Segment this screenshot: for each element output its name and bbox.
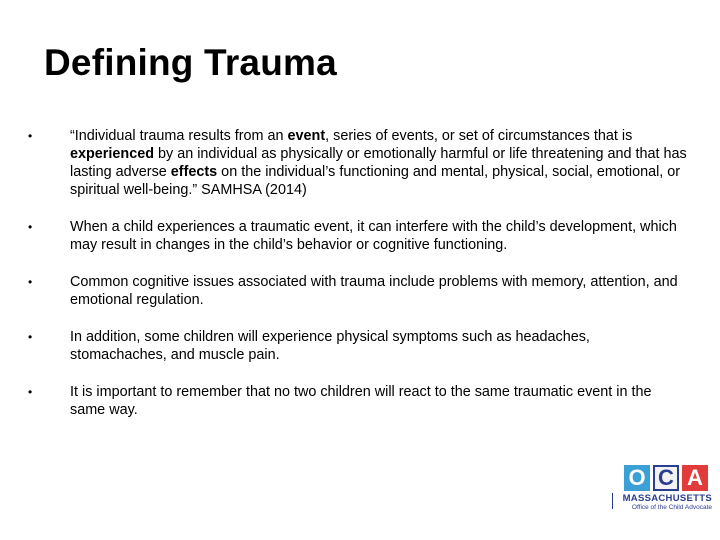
bullet-text: When a child experiences a traumatic event, it can interfere with the child’s development, which may result in changes in the child’s behavior or cognitive functioning. <box>70 219 677 253</box>
logo-letters <box>624 465 714 491</box>
bullet-emphasis: event <box>287 128 326 144</box>
logo-letter-a: A <box>682 465 708 491</box>
bullet-marker: • <box>28 330 33 344</box>
bullet-emphasis: effects <box>170 164 218 180</box>
bullet-item <box>28 273 688 309</box>
bullet-item <box>28 383 688 419</box>
page-title: Defining Trauma <box>44 42 337 83</box>
bullet-item <box>28 218 688 254</box>
logo-letter-o: O <box>624 465 650 491</box>
bullet-marker: • <box>28 275 33 289</box>
bullet-text: In addition, some children will experience physical symptoms such as headaches, stomachaches, and muscle pain. <box>70 329 590 363</box>
bullet-list <box>28 127 688 438</box>
logo-office: Office of the Child Advocate <box>631 504 712 511</box>
bullet-text: on the individual’s functioning and mental, physical, social, emotional, or spiritual well-being.” SAMHSA (2014) <box>70 164 681 198</box>
bullet-text: , series of events, or set of circumstances that is <box>325 128 633 144</box>
bullet-item <box>28 127 688 199</box>
oca-logo <box>596 465 714 513</box>
bullet-text: by an individual as physically or emotionally harmful or life threatening and that has lasting adverse <box>70 146 687 180</box>
logo-rule <box>612 493 623 509</box>
bullet-marker: • <box>28 129 33 143</box>
bullet-item <box>28 328 688 364</box>
logo-letter-c: C <box>653 465 679 491</box>
bullet-text: It is important to remember that no two children will react to the same traumatic event in the same way. <box>70 384 652 418</box>
bullet-text: Common cognitive issues associated with trauma include problems with memory, attention, and emotional regulation. <box>70 274 678 308</box>
bullet-text: “Individual trauma results from an <box>70 128 288 144</box>
bullet-marker: • <box>28 220 33 234</box>
logo-state: MASSACHUSETTS <box>622 493 712 504</box>
bullet-marker: • <box>28 385 33 399</box>
bullet-emphasis: experienced <box>70 146 154 162</box>
